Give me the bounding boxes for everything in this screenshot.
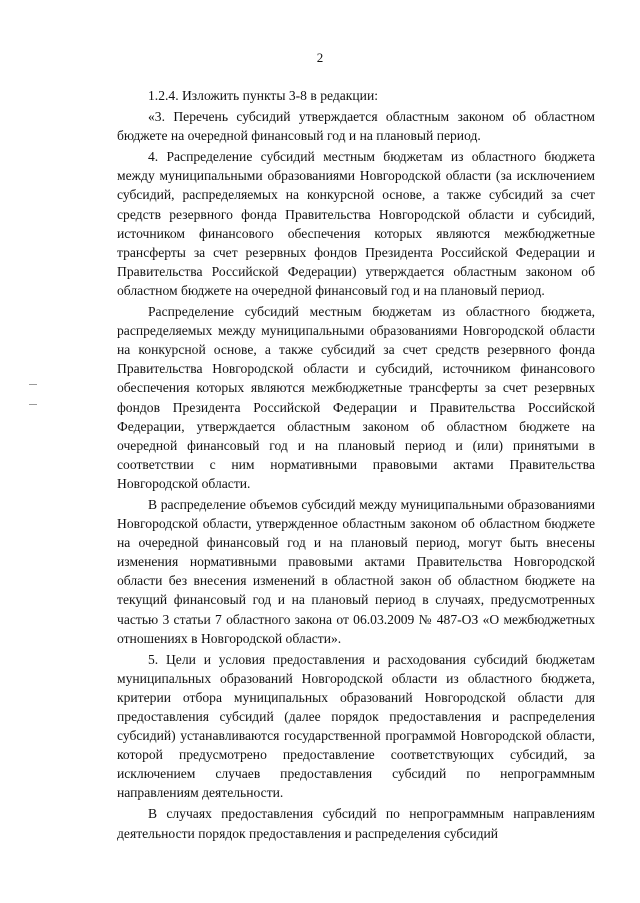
page-number: 2	[316, 50, 324, 65]
scan-mark	[29, 384, 37, 385]
paragraph-4-changes: В распределение объемов субсидий между муниципальными образованиями Новгородской области, утвержденное областным законом об областном бюджете на очередной финансовый год и на плановый период, могут быть внесены изменения нормативными правовыми актами Правительства Новгородской области без внесения изменений в областной закон об областном бюджете на текущий финансовый год и на плановый период в случаях, предусмотренных частью 3 статьи 7 областного закона от 06.03.2009 № 487-ОЗ «О межбюджетных отношениях в Новгородской области».	[117, 496, 595, 646]
paragraph-4-competitive: Распределение субсидий местным бюджетам из областного бюджета, распределяемых между муниципальными образованиями Новгородской области на конкурсной основе, а также субсидий за счет средств резервного фонда Правительства Новгородской области и субсидий, источником финансового обеспечения которых являются межбюджетные трансферты за счет резервных фондов Президента Российской Федерации и Правительства Российской Федерации, утверждается областным законом об областном бюджете на очередной финансовый год и на плановый период и (или) принятыми в соответствии с ним нормативными правовыми актами Правительства Новгородской области.	[117, 304, 595, 491]
scan-mark	[29, 404, 37, 405]
paragraph-5: 5. Цели и условия предоставления и расходования субсидий бюджетам муниципальных образований Новгородской области из областного бюджета, критерии отбора муниципальных образований Новгородской области для предоставления субсидий (далее порядок предоставления и распределения субсидий) устанавливаются государственной программой Новгородской области, которой предусмотрено предоставление соответствующих субсидий, за исключением случаев предоставления субсидий по непрограммным направлениям деятельности.	[117, 651, 595, 801]
paragraph-3: «3. Перечень субсидий утверждается областным законом об областном бюджете на очередной финансовый год и на плановый период.	[117, 109, 595, 144]
paragraph-4: 4. Распределение субсидий местным бюджетам из областного бюджета между муниципальными образованиями Новгородской области (за исключением субсидий, распределяемых на конкурсной основе, а также субсидий за счет средств резервного фонда Правительства Новгородской области и субсидий, источником финансового обеспечения которых являются межбюджетные трансферты за счет резервных фондов Президента Российской Федерации и Правительства Российской Федерации) утверждается областным законом об областном бюджете на очередной финансовый год и на плановый период.	[117, 149, 595, 298]
paragraph-1-2-4: 1.2.4. Изложить пункты 3-8 в редакции:	[148, 88, 379, 103]
paragraph-5-nonprogram: В случаях предоставления субсидий по непрограммным направлениям деятельности порядок предоставления и распределения субсидий	[117, 806, 595, 841]
